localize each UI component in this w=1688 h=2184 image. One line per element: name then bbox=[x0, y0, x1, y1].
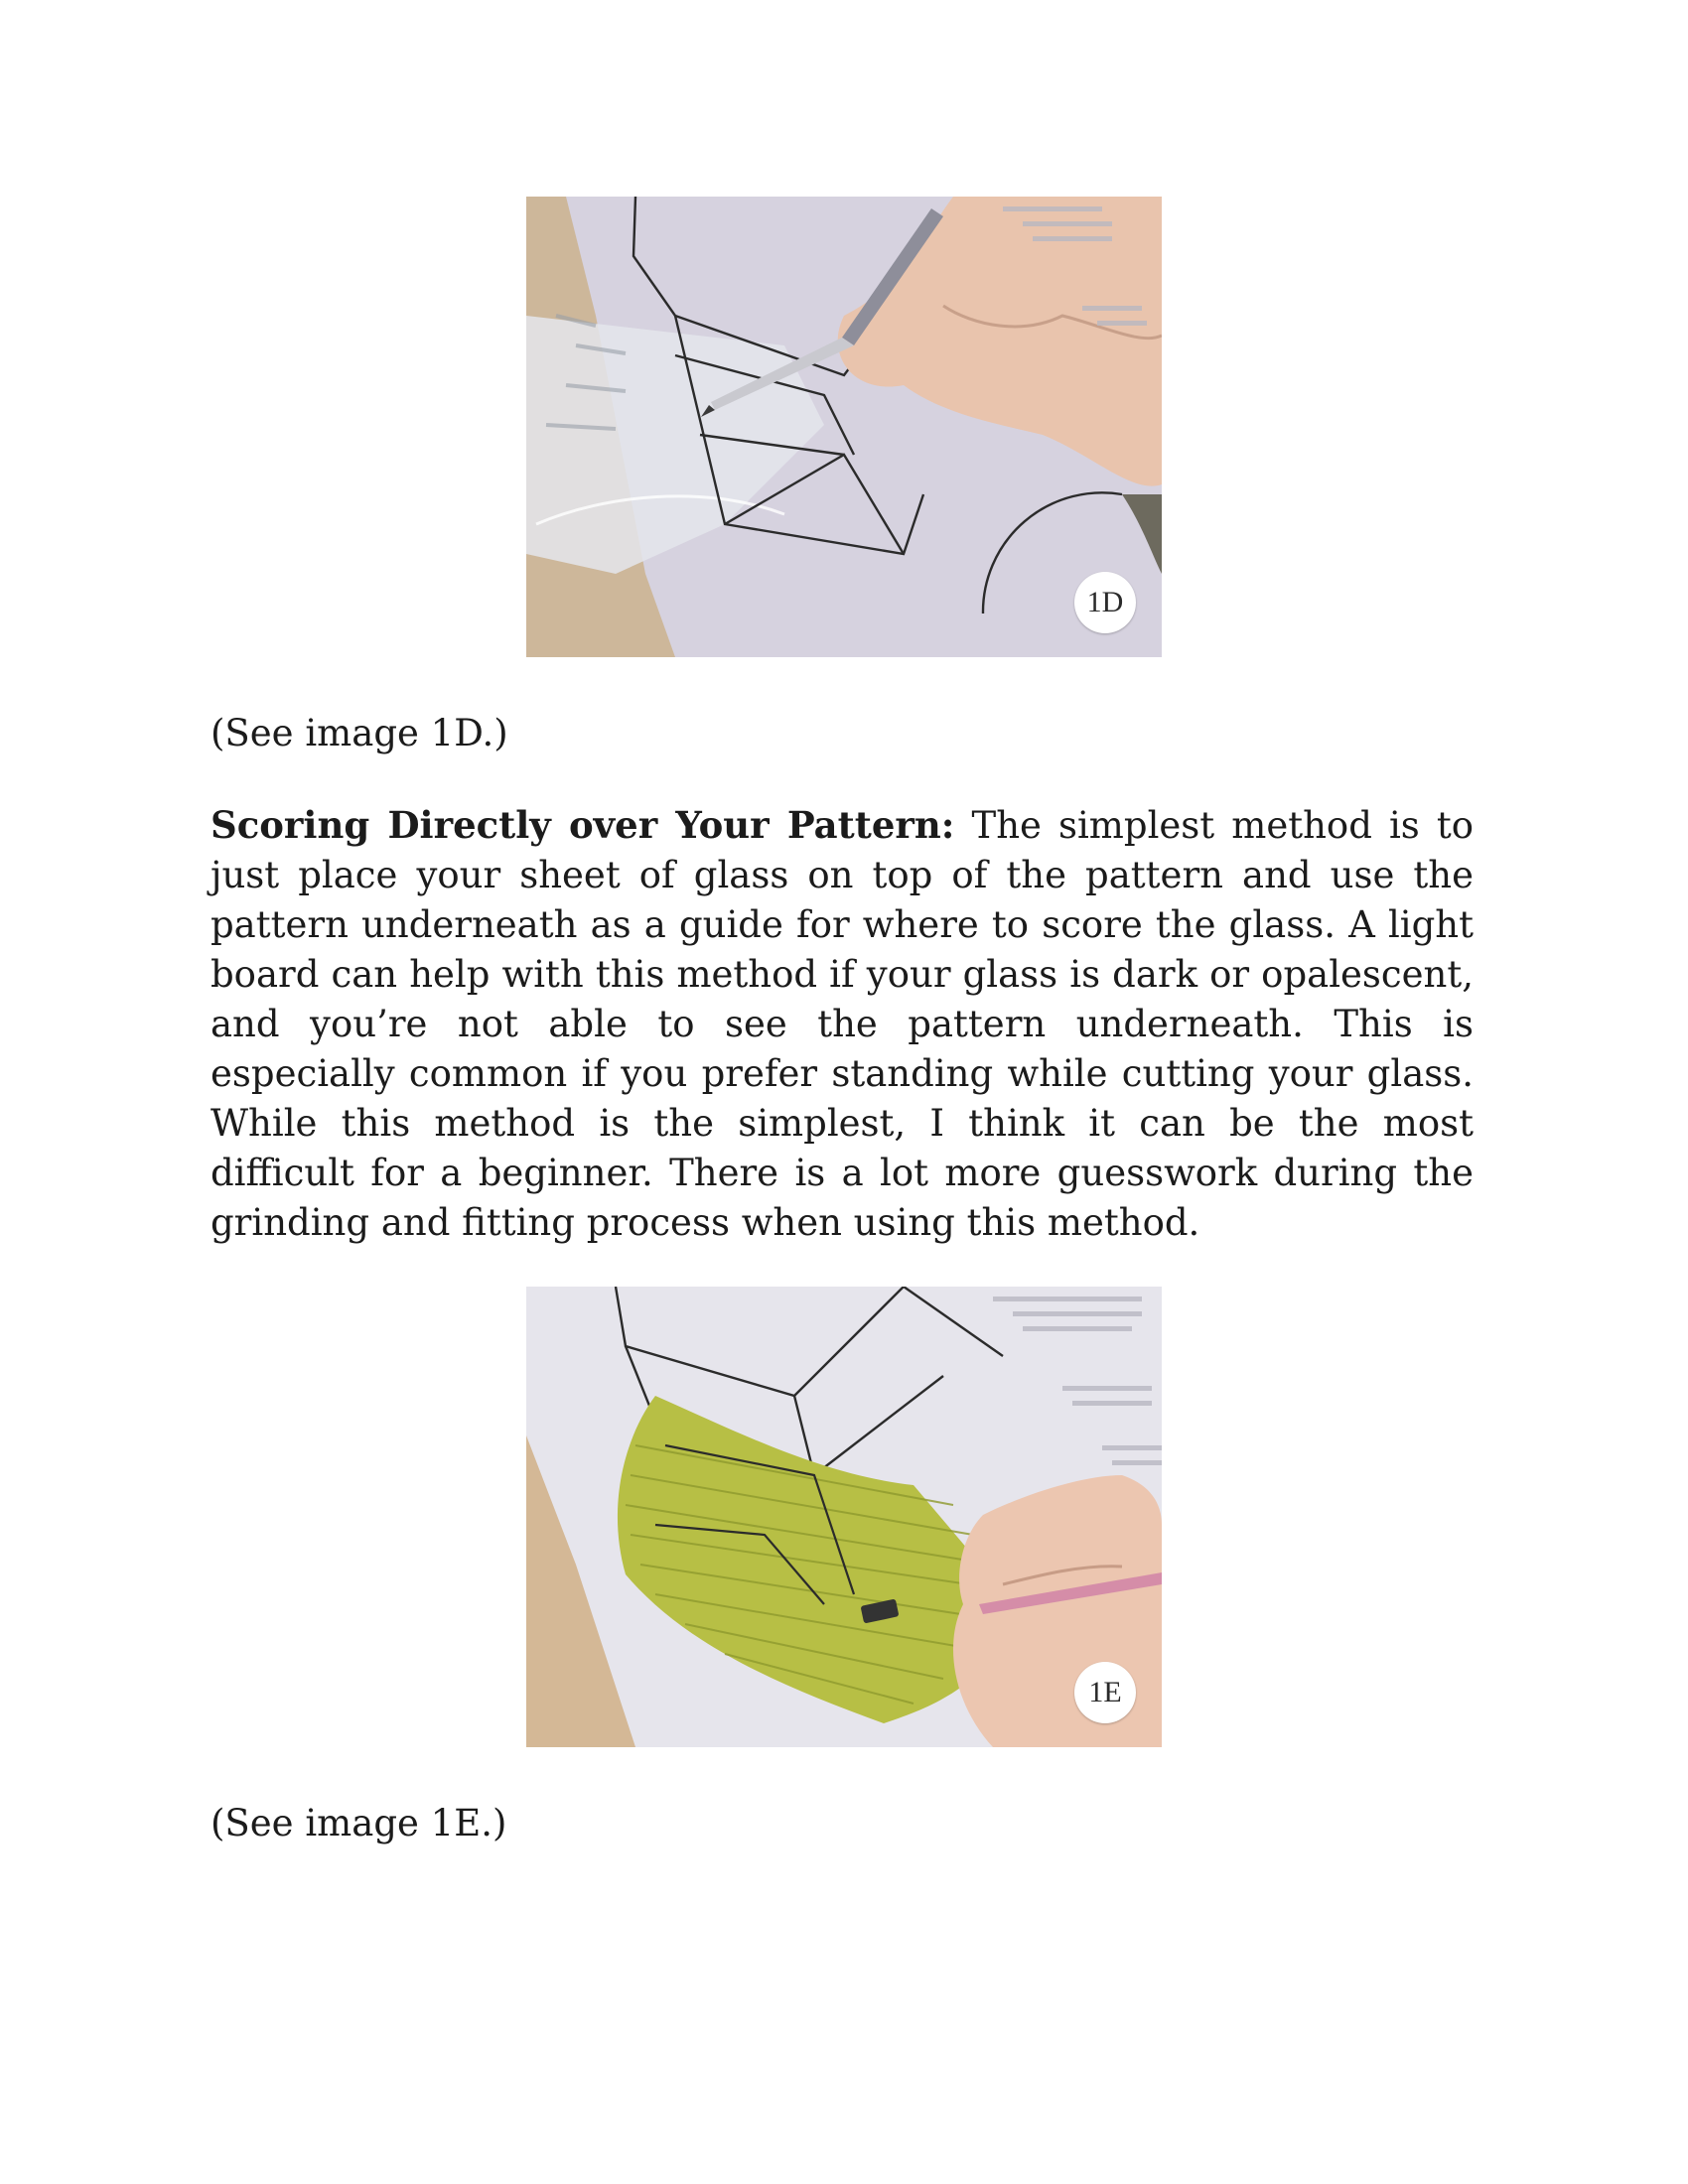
section-heading: Scoring Directly over Your Pattern: bbox=[211, 803, 955, 847]
body-paragraph bbox=[211, 800, 1474, 1248]
figure-label-badge: 1E bbox=[1074, 1662, 1136, 1723]
photo-1d-illustration bbox=[526, 197, 1162, 657]
photo-1d bbox=[526, 197, 1162, 657]
photo-1e bbox=[526, 1287, 1162, 1747]
figure-label-badge: 1D bbox=[1074, 572, 1136, 633]
photo-1e-illustration bbox=[526, 1287, 1162, 1747]
paragraph-text: The simplest method is to just place your sheet of glass on top of the pattern and use the pattern underneath as a guide for where to score the glass. A light board can help with this method if your glass is dark or opalescent, and you’re not able to see the pattern underneath. This is especially common if you prefer standing while cutting your glass. While this method is the simplest, I think it can be the most difficult for a beginner. There is a lot more guesswork during the grinding and fitting process when using this method. bbox=[211, 804, 1474, 1244]
caption-1e: (See image 1E.) bbox=[211, 1802, 507, 1844]
caption-1d: (See image 1D.) bbox=[211, 712, 508, 754]
